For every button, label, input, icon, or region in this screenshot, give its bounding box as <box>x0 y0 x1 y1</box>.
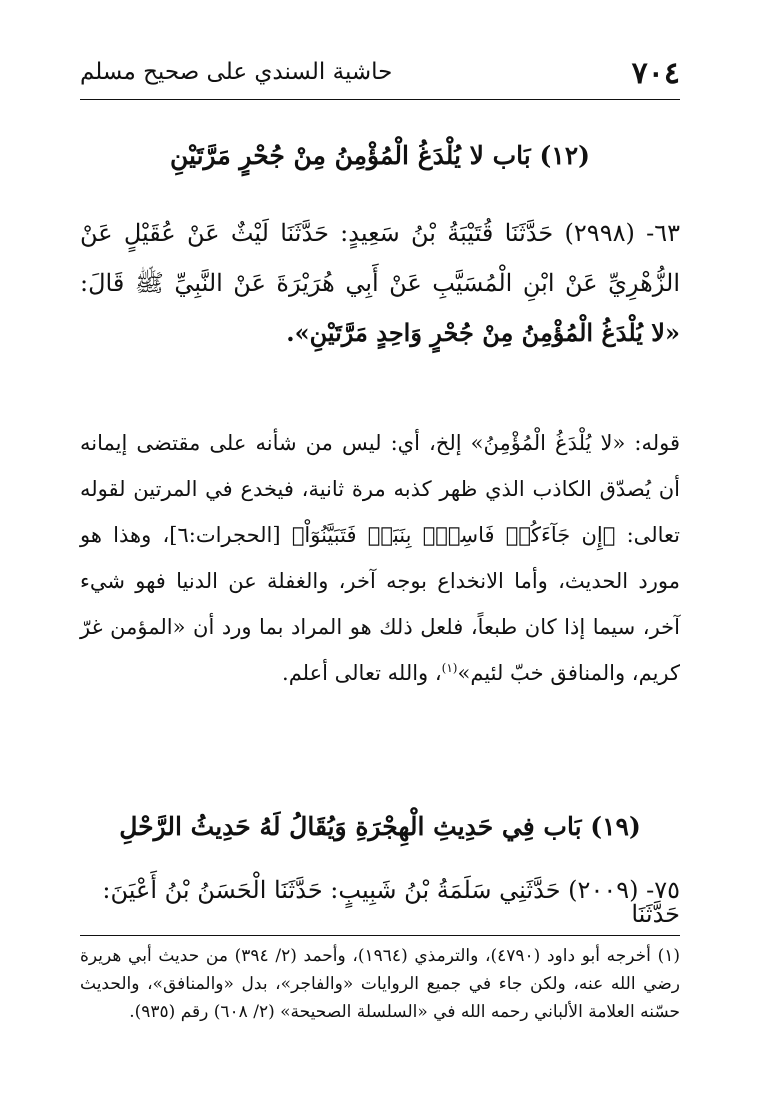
page-header <box>80 55 680 99</box>
hadith-63-number: ٦٣- (٢٩٩٨) <box>564 219 680 247</box>
commentary <box>80 420 680 696</box>
commentary-text-1: ليس من شأنه على مقتضى إيمانه أن يُصدّق الكاذب الذي ظهر كذبه مرة ثانية، فيخدع في المرتين لقوله تعالى: <box>80 431 680 547</box>
commentary-text-2: [الحجرات:٦]، وهذا هو مورد الحديث، وأما الانخداع بوجه آخر، والغفلة عن الدنيا فهو شيء آخر، سيما إذا كان طبعاً، فلعل ذلك هو المراد بما ورد أن «المؤمن غرّ كريم، والمنافق خبّ لئيم» <box>80 523 680 685</box>
hadith-75-text: حَدَّثَنِي سَلَمَةُ بْنُ شَبِيبٍ: حَدَّثَنَا الْحَسَنُ بْنُ أَعْيَنَ: حَدَّثَنَا <box>102 876 680 928</box>
header-rule <box>80 99 680 100</box>
footnote-1-marker: (١) <box>657 946 680 966</box>
commentary-lead: قوله: «لا يُلْدَغُ الْمُؤْمِنُ» إلخ، أي: <box>390 431 680 455</box>
commentary-text-3: ، والله تعالى أعلم. <box>282 661 442 685</box>
hadith-63-isnad: حَدَّثَنَا قُتَيْبَةُ بْنُ سَعِيدٍ: حَدَّثَنَا لَيْثٌ عَنْ عُقَيْلٍ عَنْ الزُّهْرِيِّ عَنْ ابْنِ الْمُسَيَّبِ عَنْ أَبِي هُرَيْرَةَ عَنْ النَّبِيِّ ﷺ قَالَ: <box>80 219 680 297</box>
hadith-63 <box>80 208 680 358</box>
hadith-75 <box>80 878 680 926</box>
footnote-rule <box>80 935 680 936</box>
footnote-1-text: أخرجه أبو داود (٤٧٩٠)، والترمذي (١٩٦٤)، وأحمد (٢/ ٣٩٤) من حديث أبي هريرة رضي الله عنه، ولكن جاء في جميع الروايات «والفاجر»، بدل «والمنافق»، والحديث حسّنه العلامة الألباني رحمه الله في «السلسلة الصحيحة» (٢/ ٦٠٨) رقم (٩٣٥). <box>80 946 680 1022</box>
running-title: حاشية السندي على صحيح مسلم <box>80 59 393 85</box>
page-number: ٧٠٤ <box>631 56 680 91</box>
chapter-12-title: (١٢) بَاب لا يُلْدَغُ الْمُؤْمِنُ مِنْ جُحْرٍ مَرَّتَيْنِ <box>170 141 590 170</box>
footnote-reference[interactable]: (١) <box>441 661 458 675</box>
footnote-1 <box>80 942 680 1026</box>
quran-verse: ﴿إِن جَآءَكُمۡ فَاسِقُۢ بِنَبَإٖ فَتَبَيَّنُوٓاْ﴾ <box>291 523 616 547</box>
footnotes <box>80 942 680 1026</box>
hadith-63-matn: «لا يُلْدَغُ الْمُؤْمِنُ مِنْ جُحْرٍ وَاحِدٍ مَرَّتَيْنِ». <box>286 318 680 347</box>
hadith-75-number: ٧٥- (٢٠٠٩) <box>568 876 680 904</box>
chapter-19-title: (١٩) بَاب فِي حَدِيثِ الْهِجْرَةِ وَيُقَالُ لَهُ حَدِيثُ الرَّحْلِ <box>119 812 641 841</box>
